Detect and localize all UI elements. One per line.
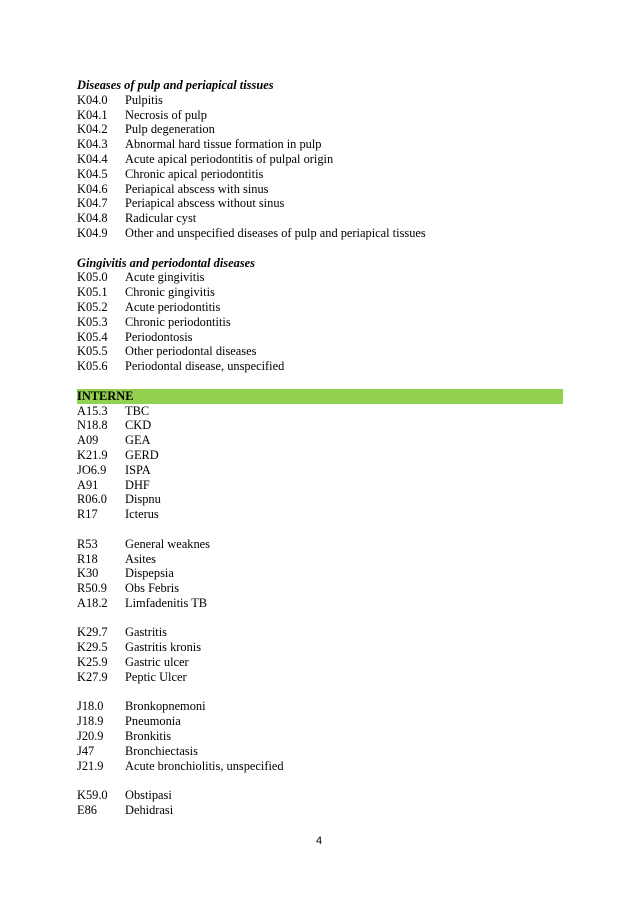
list-item xyxy=(77,788,563,803)
list-item xyxy=(77,226,563,241)
icd-code: K05.3 xyxy=(77,314,108,329)
diagnosis-name: Periapical abscess with sinus xyxy=(125,181,269,196)
icd-code: K05.4 xyxy=(77,329,108,344)
diagnosis-name: Other and unspecified diseases of pulp and periapical tissues xyxy=(125,225,426,240)
icd-code: J47 xyxy=(77,743,95,758)
list-item xyxy=(77,463,563,478)
icd-code: R18 xyxy=(77,551,98,566)
diagnosis-name: Obs Febris xyxy=(125,581,180,596)
diagnosis-name: Pulpitis xyxy=(125,92,163,107)
diagnosis-name: Peptic Ulcer xyxy=(125,669,187,684)
list-item xyxy=(77,537,563,552)
list-item xyxy=(77,270,563,285)
icd-code: R06.0 xyxy=(77,492,107,507)
icd-code: K04.2 xyxy=(77,122,108,137)
diagnosis-name: Gastritis kronis xyxy=(125,640,202,655)
list-item xyxy=(77,744,563,759)
diagnosis-name: DHF xyxy=(125,477,150,492)
spacer xyxy=(77,685,563,700)
list-item xyxy=(77,714,563,729)
list-item xyxy=(77,596,563,611)
list-item xyxy=(77,108,563,123)
diagnosis-name: GEA xyxy=(125,433,151,448)
diagnosis-name: Bronchiectasis xyxy=(125,743,198,758)
icd-code: K05.6 xyxy=(77,359,108,374)
icd-code: J20.9 xyxy=(77,729,104,744)
icd-code: K29.7 xyxy=(77,625,108,640)
diagnosis-name: Dehidrasi xyxy=(125,803,174,818)
spacer xyxy=(77,241,563,256)
icd-code: K05.1 xyxy=(77,285,108,300)
list-item xyxy=(77,478,563,493)
code-list-interne-group-3 xyxy=(77,625,563,684)
icd-code: N18.8 xyxy=(77,418,108,433)
diagnosis-name: Other periodontal diseases xyxy=(125,344,257,359)
icd-code: K04.8 xyxy=(77,211,108,226)
diagnosis-name: Limfadenitis TB xyxy=(125,595,208,610)
icd-code: K27.9 xyxy=(77,669,108,684)
code-list-gingivitis xyxy=(77,270,563,374)
icd-code: K21.9 xyxy=(77,447,108,462)
code-list-interne-group-5 xyxy=(77,788,563,818)
list-item xyxy=(77,803,563,818)
list-item xyxy=(77,759,563,774)
diagnosis-name: Chronic apical periodontitis xyxy=(125,166,264,181)
list-item xyxy=(77,581,563,596)
diagnosis-name: Acute gingivitis xyxy=(125,270,205,285)
icd-code: K04.3 xyxy=(77,137,108,152)
diagnosis-name: Asites xyxy=(125,551,156,566)
spacer xyxy=(77,611,563,626)
list-item xyxy=(77,211,563,226)
icd-code: K30 xyxy=(77,566,99,581)
list-item xyxy=(77,93,563,108)
list-item xyxy=(77,359,563,374)
list-item xyxy=(77,300,563,315)
section-banner-interne: INTERNE xyxy=(77,389,563,404)
diagnosis-name: Abnormal hard tissue formation in pulp xyxy=(125,137,322,152)
list-item xyxy=(77,315,563,330)
code-list-interne-group-1 xyxy=(77,404,563,522)
list-item xyxy=(77,670,563,685)
icd-code: A09 xyxy=(77,433,99,448)
icd-code: E86 xyxy=(77,803,97,818)
page-number: 4 xyxy=(315,835,323,847)
diagnosis-name: Radicular cyst xyxy=(125,211,197,226)
icd-code: K04.7 xyxy=(77,196,108,211)
icd-code: K59.0 xyxy=(77,788,108,803)
diagnosis-name: Acute apical periodontitis of pulpal origin xyxy=(125,151,334,166)
diagnosis-name: GERD xyxy=(125,447,159,462)
list-item xyxy=(77,404,563,419)
diagnosis-name: Icterus xyxy=(125,507,159,522)
icd-code: K25.9 xyxy=(77,655,108,670)
list-item xyxy=(77,448,563,463)
section-title-gingivitis: Gingivitis and periodontal diseases xyxy=(77,255,255,270)
list-item xyxy=(77,196,563,211)
diagnosis-name: Dispnu xyxy=(125,492,161,507)
list-item xyxy=(77,655,563,670)
diagnosis-name: Dispepsia xyxy=(125,566,174,581)
diagnosis-name: General weaknes xyxy=(125,536,210,551)
icd-code: A18.2 xyxy=(77,595,108,610)
diagnosis-name: Pulp degeneration xyxy=(125,122,215,137)
icd-code: J18.9 xyxy=(77,714,104,729)
diagnosis-name: ISPA xyxy=(125,462,151,477)
diagnosis-name: Gastric ulcer xyxy=(125,655,189,670)
diagnosis-name: Periodontal disease, unspecified xyxy=(125,359,285,374)
diagnosis-name: Chronic periodontitis xyxy=(125,314,231,329)
diagnosis-name: Acute bronchiolitis, unspecified xyxy=(125,758,284,773)
section-title-pulp: Diseases of pulp and periapical tissues xyxy=(77,78,274,92)
diagnosis-name: Periodontosis xyxy=(125,329,193,344)
list-item xyxy=(77,699,563,714)
diagnosis-name: Acute periodontitis xyxy=(125,299,221,314)
spacer xyxy=(77,773,563,788)
icd-code: R53 xyxy=(77,536,98,551)
spacer xyxy=(77,522,563,537)
diagnosis-name: Bronkopnemoni xyxy=(125,699,206,714)
code-list-interne-group-2 xyxy=(77,537,563,611)
icd-code: K05.5 xyxy=(77,344,108,359)
icd-code: K29.5 xyxy=(77,640,108,655)
list-item xyxy=(77,729,563,744)
list-item xyxy=(77,566,563,581)
icd-code: JO6.9 xyxy=(77,462,107,477)
icd-code: A91 xyxy=(77,477,99,492)
list-item xyxy=(77,285,563,300)
list-item xyxy=(77,330,563,345)
document-body xyxy=(77,78,563,818)
icd-code: K04.1 xyxy=(77,107,108,122)
icd-code: K04.6 xyxy=(77,181,108,196)
diagnosis-name: Chronic gingivitis xyxy=(125,285,215,300)
icd-code: J18.0 xyxy=(77,699,104,714)
icd-code: A15.3 xyxy=(77,403,108,418)
diagnosis-name: Necrosis of pulp xyxy=(125,107,207,122)
diagnosis-name: Pneumonia xyxy=(125,714,181,729)
list-item xyxy=(77,137,563,152)
list-item xyxy=(77,625,563,640)
icd-code: K05.0 xyxy=(77,270,108,285)
list-item xyxy=(77,344,563,359)
diagnosis-name: Obstipasi xyxy=(125,788,172,803)
diagnosis-name: Bronkitis xyxy=(125,729,172,744)
icd-code: K04.4 xyxy=(77,151,108,166)
list-item xyxy=(77,507,563,522)
list-item xyxy=(77,418,563,433)
icd-code: K04.9 xyxy=(77,225,108,240)
list-item xyxy=(77,152,563,167)
diagnosis-name: Periapical abscess without sinus xyxy=(125,196,285,211)
icd-code: R17 xyxy=(77,507,98,522)
icd-code: K05.2 xyxy=(77,299,108,314)
list-item xyxy=(77,122,563,137)
code-list-pulp xyxy=(77,93,563,241)
icd-code: K04.5 xyxy=(77,166,108,181)
icd-code: R50.9 xyxy=(77,581,107,596)
diagnosis-name: Gastritis xyxy=(125,625,167,640)
diagnosis-name: CKD xyxy=(125,418,152,433)
list-item xyxy=(77,492,563,507)
list-item xyxy=(77,640,563,655)
diagnosis-name: TBC xyxy=(125,403,150,418)
list-item xyxy=(77,182,563,197)
list-item xyxy=(77,433,563,448)
spacer xyxy=(77,374,563,389)
list-item xyxy=(77,167,563,182)
icd-code: J21.9 xyxy=(77,758,104,773)
icd-code: K04.0 xyxy=(77,92,108,107)
list-item xyxy=(77,552,563,567)
code-list-interne-group-4 xyxy=(77,699,563,773)
